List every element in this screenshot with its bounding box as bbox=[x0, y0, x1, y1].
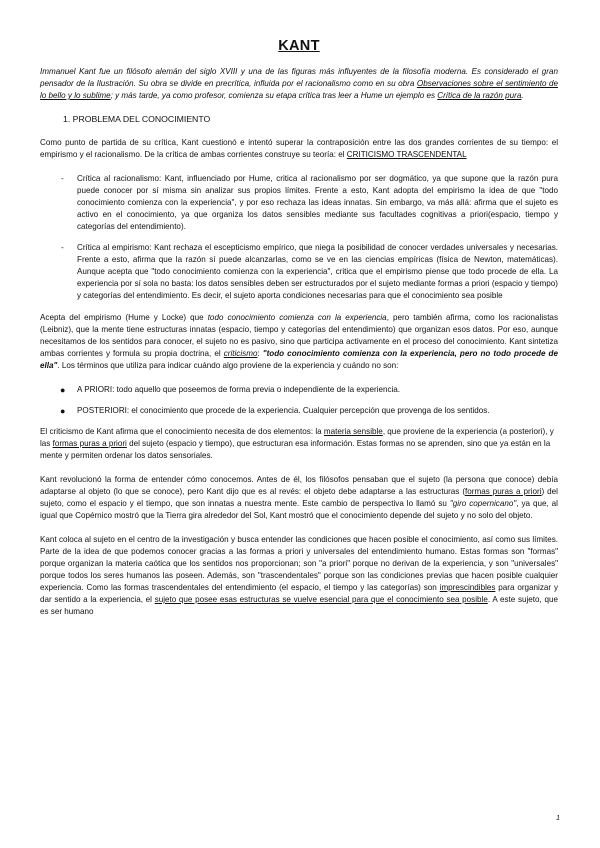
paragraph-copernican-turn bbox=[40, 474, 558, 522]
paragraph-text: Como punto de partida de su crítica, Kant cuestionó e intentó superar la contraposición entre las dos grandes corrientes de su tiempo: el empirismo y el racionalismo. De la crítica de ambas corrientes construye su teoría: el bbox=[40, 138, 558, 159]
dash-marker: - bbox=[61, 243, 64, 252]
underlined-term: formas puras a priori bbox=[465, 487, 542, 496]
terms-list bbox=[40, 384, 558, 417]
paragraph-text: , pero también afirma, como los racionalistas (Leibniz), que la mente tiene estructuras innatas (espacio, tiempo y categorías del entendimiento) que organizan esos datos. Por eso, aunque necesitamos de los sentidos para conocer, el sujeto no es pasivo, sino que participa activamente en el proceso del conocimiento. Kant sintetiza ambas corrientes y formula su propia doctrina, el bbox=[40, 313, 558, 358]
quote-text: "todo conocimiento comienza con la experiencia, pero no todo procede de ella" bbox=[40, 349, 559, 370]
intro-text: . bbox=[521, 91, 524, 100]
intro-text: Immanuel Kant fue un filósofo alemán del siglo XVIII y una de las figuras más influyentes de la filosofía moderna. Es considerado el gran pensador de la Ilustración. Su obra se divide en precrítica, influida por el racionalismo como en su obra bbox=[40, 67, 558, 88]
list-item-text: Crítica al racionalismo: Kant, influenciado por Hume, critica al racionalismo por ser dogmático, ya que supone que la razón pura puede conocer por sí misma sin analizar sus propios límites. Frente a esto, Kant adopta del empirismo la idea de que "todo conocimiento comienza con la experiencia", y por eso rechaza las ideas innatas. Sin embargo, va más allá: afirma que el sujeto es activo en el conocimiento, ya que organiza los datos sensibles mediante sus facultades cognitivas a priori(espacio, tiempo y categorías del entendimiento). bbox=[77, 174, 558, 231]
intro-paragraph bbox=[40, 66, 558, 102]
bullet-marker: ● bbox=[60, 406, 66, 416]
paragraph-text: Kant coloca al sujeto en el centro de la investigación y busca entender las condiciones que hacen posible el conocimiento, así como sus límites. Parte de la idea de que podemos conocer gracias a las formas a priori y universales del entendimiento humano. Estas formas son "formas" porque organizan la materia caótica que los sentidos nos proporcionan; son "a priori" porque no derivan de la experiencia, y son "universales" porque todos los seres humanos las poseen. Además, son "trascendentales" porque son las condiciones previas que hacen posible cualquier experiencia. Como las formas trascendentales del entendimiento (el espacio, el tiempo y las categorías) son bbox=[40, 535, 558, 592]
paragraph-text: . Los términos que utiliza para indicar cuándo algo proviene de la experiencia y cuándo no son: bbox=[57, 361, 399, 370]
list-item-text: Crítica al empirismo: Kant rechaza el escepticismo empírico, que niega la posibilidad de conocer verdades universales y necesarias. Frente a esto, afirma que la razón sí puede alcanzarlas, como se ve en las ciencias empíricas (física de Newton, matemáticas). Aunque acepta que "todo conocimiento comienza con la experiencia", critica que el empirismo piense que todo procede de ella. La experiencia por sí sola no basta: los datos sensibles deben ser estructurados por el sujeto mediante formas a priori (espacio y tiempo) y categorías del entendimiento. Es decir, el sujeto aporta condiciones necesarias para que el conocimiento sea posible bbox=[77, 243, 558, 300]
section-heading: 1. PROBLEMA DEL CONOCIMIENTO bbox=[63, 114, 211, 124]
page-title: KANT bbox=[278, 38, 320, 54]
list-item bbox=[40, 405, 558, 417]
paragraph-text: ) del sujeto, como el espacio y el tiempo, que son innatas a nuestra mente. Este cambio de perspectiva lo llamó su bbox=[40, 487, 558, 508]
underlined-term: formas puras a priori bbox=[52, 439, 127, 448]
paragraph-intro-criticism bbox=[40, 137, 558, 161]
underlined-term: CRITICISMO TRASCENDENTAL bbox=[346, 150, 467, 159]
paragraph-subject bbox=[40, 534, 558, 618]
paragraph-synthesis bbox=[40, 312, 558, 372]
paragraph-text: El criticismo de Kant afirma que el conocimiento necesita de dos elementos: la bbox=[40, 427, 324, 436]
paragraph-elements bbox=[40, 426, 558, 462]
underlined-term: criticismo bbox=[223, 349, 258, 358]
list-item-text: A PRIORI: todo aquello que poseemos de forma previa o independiente de la experiencia. bbox=[77, 385, 401, 394]
list-item bbox=[40, 242, 558, 302]
paragraph-text: del sujeto (espacio y tiempo), que estructuran esa información. Estas formas no se aprenden, sino que ya están en la mente y permiten ordenar los datos sensoriales. bbox=[40, 439, 551, 460]
paragraph-text: Acepta del empirismo (Hume y Locke) que bbox=[40, 313, 208, 322]
underlined-term: materia sensible bbox=[323, 427, 383, 436]
paragraph-text: Kant revolucionó la forma de entender cómo conocemos. Antes de él, los filósofos pensaban que el sujeto (la persona que conoce) debía adaptarse al objeto (lo que se conoce), pero Kant dijo que es al revés: el objeto debe adaptarse a las estructuras ( bbox=[40, 475, 558, 496]
work-link-observaciones[interactable]: Observaciones sobre el sentimiento de lo bello y lo sublime bbox=[40, 79, 558, 100]
list-item-text: POSTERIORI: el conocimiento que procede de la experiencia. Cualquier percepción que provenga de los sentidos. bbox=[77, 406, 490, 415]
page-number: 1 bbox=[556, 815, 560, 822]
italic-text: "giro copernicano" bbox=[449, 499, 517, 508]
dash-marker: - bbox=[61, 174, 64, 183]
work-link-critica[interactable]: Crítica de la razón pura bbox=[437, 91, 522, 100]
paragraph-text: . A este sujeto, que es ser humano bbox=[40, 595, 558, 616]
list-item bbox=[40, 384, 558, 396]
paragraph-text: , ya que, al igual que Copérnico mostró que la Tierra gira alrededor del Sol, Kant mostró que el conocimiento depende del sujeto y no solo del objeto. bbox=[40, 499, 558, 520]
document-page bbox=[40, 38, 558, 630]
bullet-marker: ● bbox=[60, 385, 66, 395]
list-item bbox=[40, 173, 558, 233]
paragraph-text: : bbox=[257, 349, 263, 358]
italic-text: todo conocimiento comienza con la experiencia bbox=[207, 313, 387, 322]
paragraph-text: para organizar y dar sentido a la experiencia, el bbox=[40, 583, 558, 604]
underlined-term: imprescindibles bbox=[439, 583, 496, 592]
critique-list bbox=[40, 173, 558, 302]
paragraph-text: , que proviene de la experiencia (a posteriori), y las bbox=[40, 427, 554, 448]
underlined-term: sujeto que posee esas estructuras se vuelve esencial para que el conocimiento sea posible bbox=[154, 595, 488, 604]
intro-text: ; y más tarde, ya como profesor, comienza su etapa crítica tras leer a Hume un ejemplo es bbox=[110, 91, 438, 100]
